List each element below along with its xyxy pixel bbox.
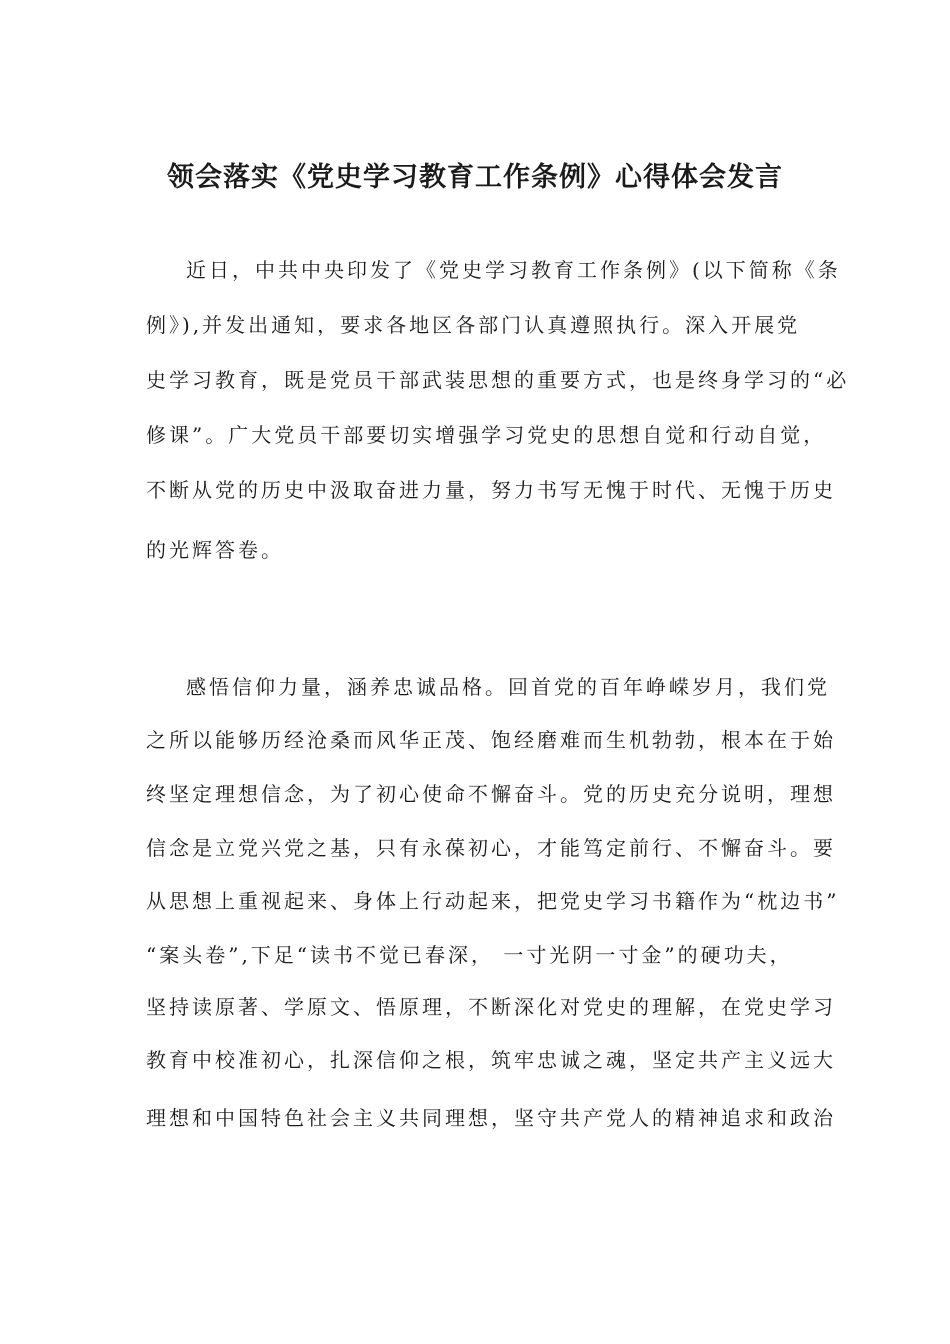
paragraph-line: 终坚定理想信念，为了初心使命不懈奋斗。党的历史充分说明，理想 (146, 782, 836, 806)
paragraph-line: 从思想上重视起来、身体上行动起来，把党史学习书籍作为“枕边书” (146, 889, 840, 913)
paragraph-line: 感悟信仰力量，涵养忠诚品格。回首党的百年峥嵘岁月，我们党 (186, 675, 830, 699)
paragraph-line: 例》),并发出通知，要求各地区各部门认真遵照执行。深入开展党 (146, 313, 801, 337)
paragraph-line: 教育中校准初心，扎深信仰之根，筑牢忠诚之魂，坚定共产主义远大 (146, 1048, 836, 1072)
paragraph-line: 信念是立党兴党之基，只有永葆初心，才能笃定前行、不懈奋斗。要 (146, 836, 836, 860)
paragraph-line: 不断从党的历史中汲取奋进力量，努力书写无愧于时代、无愧于历史 (146, 478, 836, 502)
paragraph-line: “案头卷”,下足“读书不觉已春深， 一寸光阴一寸金”的硬功夫， (146, 943, 793, 967)
paragraph-line: 近日，中共中央印发了《党史学习教育工作条例》(以下简称《条 (186, 258, 841, 282)
paragraph-line: 史学习教育，既是党员干部武装思想的重要方式，也是终身学习的“必 (146, 368, 850, 392)
paragraph-line: 的光辉答卷。 (146, 538, 284, 562)
paragraph-line: 坚持读原著、学原文、悟原理，不断深化对党史的理解，在党史学习 (146, 995, 836, 1019)
paragraph-line: 理想和中国特色社会主义共同理想，坚守共产党人的精神追求和政治 (146, 1106, 836, 1130)
document-title: 领会落实《党史学习教育工作条例》心得体会发言 (167, 162, 783, 193)
paragraph-line: 之所以能够历经沧桑而风华正茂、饱经磨难而生机勃勃，根本在于始 (146, 728, 836, 752)
paragraph-line: 修课”。广大党员干部要切实增强学习党史的思想自觉和行动自觉， (146, 423, 827, 447)
